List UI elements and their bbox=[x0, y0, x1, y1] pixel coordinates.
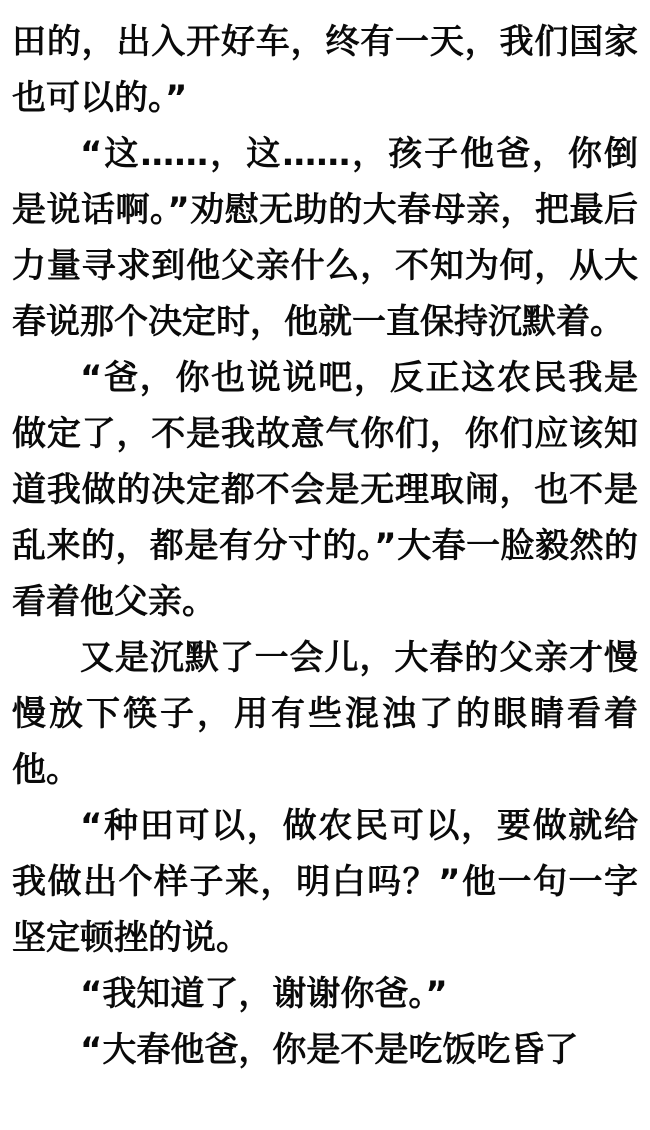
paragraph: 又是沉默了一会儿，大春的父亲才慢慢放下筷子，用有些混浊了的眼睛看着他。 bbox=[12, 638, 638, 790]
paragraph: “这……，这……，孩子他爸，你倒是说话啊。”劝慰无助的大春母亲，把最后力量寻求到他父亲什么，不知为何，从大春说那个决定时，他就一直保持沉默着。 bbox=[12, 134, 638, 342]
paragraph: “种田可以，做农民可以，要做就给我做出个样子来，明白吗？”他一句一字坚定顿挫的说。 bbox=[12, 806, 638, 958]
paragraph: “我知道了，谢谢你爸。” bbox=[80, 974, 448, 1014]
paragraph: “大春他爸，你是不是吃饭吃昏了 bbox=[80, 1030, 579, 1070]
paragraph: “爸，你也说说吧，反正这农民我是做定了，不是我故意气你们，你们应该知道我做的决定都不会是无理取闹，也不是乱来的，都是有分寸的。”大春一脸毅然的看着他父亲。 bbox=[12, 358, 638, 622]
paragraph: 田的，出入开好车，终有一天，我们国家也可以的。” bbox=[12, 22, 638, 118]
